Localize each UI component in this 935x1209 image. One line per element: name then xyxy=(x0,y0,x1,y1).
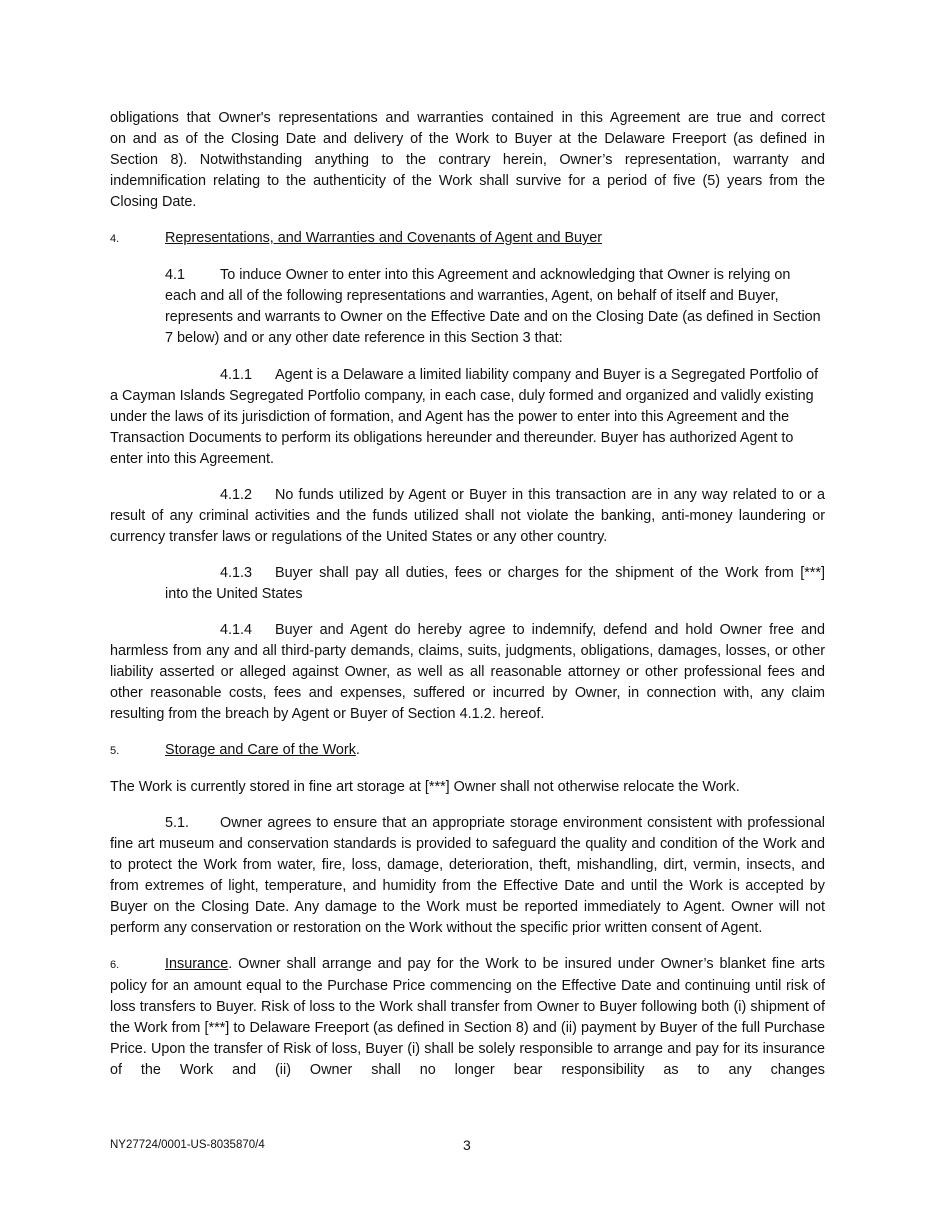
text-line: into the United States xyxy=(165,586,303,602)
text-line: Section 8). Notwithstanding anything to the contrary herein, Owner’s representation, warranty and xyxy=(110,152,825,168)
paragraph-number: 4.1 xyxy=(165,267,186,283)
paragraph-number: 4.1.2 xyxy=(220,487,253,503)
paragraph-text: Buyer and Agent do hereby agree to indemnify, defend and hold Owner free and harmless from any and all third-party demands, claims, suits, judgments, obligations, damages, losses, or other liability asserted or alleged against Owner, as well as all reasonable attorney or other professional fees and other reasonable costs, fees and expenses, suffered or incurred by Owner, in connection with, any claim resulting from the breach by Agent or Buyer of Section 4.1.2. hereof. xyxy=(110,622,825,722)
paragraph-number: 5.1. xyxy=(165,815,190,831)
paragraph-number: 4.1.3 xyxy=(220,565,253,581)
paragraph-text: Buyer shall pay all duties, fees or charges for the shipment of the Work from [***] xyxy=(275,565,825,581)
document-body xyxy=(110,108,825,1096)
text-line: indemnification relating to the authenticity of the Work shall survive for a period of five (5) years from the xyxy=(110,173,825,189)
section-title: Representations, and Warranties and Covenants of Agent and Buyer xyxy=(165,230,603,246)
paragraph-4-1-1 xyxy=(110,365,825,470)
text-line: Closing Date. xyxy=(110,194,197,210)
section-5-intro: The Work is currently stored in fine art storage at [***] Owner shall not otherwise relocate the Work. xyxy=(110,779,740,795)
paragraph-text: To induce Owner to enter into this Agreement and acknowledging that Owner is relying on each and all of the following representations and warranties, Agent, on behalf of itself and Buyer, represents and warrants to Owner on the Effective Date and on the Closing Date (as defined in Section 7 below) and or any other date reference in this Section 3 that: xyxy=(165,267,821,346)
section-number: 4. xyxy=(110,233,120,245)
paragraph-text: Agent is a Delaware a limited liability company and Buyer is a Segregated Portfolio of a Cayman Islands Segregated Portfolio company, in each case, duly formed and organized and validly existing under the laws of its jurisdiction of formation, and Agent has the power to enter into this Agreement and the Transaction Documents to perform its obligations hereunder and thereunder. Buyer has authorized Agent to enter into this Agreement. xyxy=(110,367,819,467)
paragraph-5-1 xyxy=(110,813,825,939)
paragraph-number: 4.1.4 xyxy=(220,622,253,638)
text-line xyxy=(110,563,825,584)
text-line: on and as of the Closing Date and delivery of the Work to Buyer at the Delaware Freeport (as defined in xyxy=(110,131,825,147)
paragraph-4-1-3 xyxy=(110,563,825,605)
section-title: Insurance xyxy=(165,956,229,972)
section-number: 5. xyxy=(110,745,120,757)
text-line: obligations that Owner's representations and warranties contained in this Agreement are true and correct xyxy=(110,110,825,126)
document-id-footer: NY27724/0001-US-8035870/4 xyxy=(110,1139,265,1151)
section-5-heading xyxy=(110,740,825,762)
section-6-paragraph xyxy=(110,954,825,1081)
section-number: 6. xyxy=(110,959,120,971)
section-4-heading xyxy=(110,228,825,250)
paragraph-text: Owner agrees to ensure that an appropriate storage environment consistent with professional fine art museum and conservation standards is provided to safeguard the quality and condition of the Work and to protect the Work from water, fire, loss, damage, deterioration, theft, mishandling, dirt, vermin, insects, and from extremes of light, temperature, and humidity from the Effective Date and until the Work is accepted by Buyer on the Closing Date. Any damage to the Work must be reported immediately to Agent. Owner will not perform any conservation or restoration on the Work without the specific prior written consent of Agent. xyxy=(110,815,825,936)
page-number: 3 xyxy=(463,1137,471,1153)
paragraph-4-1 xyxy=(165,265,825,349)
paragraph-text: No funds utilized by Agent or Buyer in this transaction are in any way related to or a result of any criminal activities and the funds utilized shall not violate the banking, anti-money laundering or currency transfer laws or regulations of the United States or any other country. xyxy=(110,487,825,545)
paragraph-number: 4.1.1 xyxy=(220,367,253,383)
paragraph-4-1-4 xyxy=(110,620,825,725)
paragraph-text: . Owner shall arrange and pay for the Work to be insured under Owner’s blanket fine arts policy for an amount equal to the Purchase Price commencing on the Effective Date and continuing until risk of loss transfers to Buyer. Risk of loss to the Work shall transfer from Owner to Buyer following both (i) shipment of the Work from [***] to Delaware Freeport (as defined in Section 8) and (ii) payment by Buyer of the full Purchase Price. Upon the transfer of Risk of loss, Buyer (i) shall be solely responsible to arrange and pay for its insurance of the Work and (ii) Owner shall no longer bear responsibility as to any changes xyxy=(110,956,825,1078)
section-title: Storage and Care of the Work xyxy=(165,742,356,758)
paragraph-4-1-2 xyxy=(110,485,825,548)
continued-paragraph xyxy=(110,108,825,213)
section-title-period: . xyxy=(355,742,360,758)
